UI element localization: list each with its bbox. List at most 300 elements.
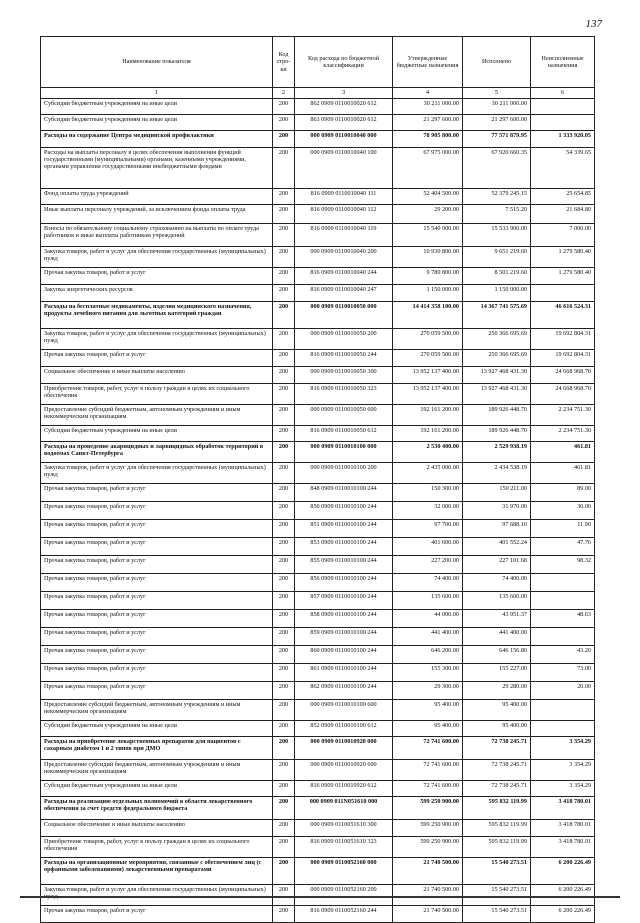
table-row <box>41 442 595 463</box>
row-budget-code: 862 0909 0110010100 244 <box>295 682 393 700</box>
row-approved: 10 930 800.00 <box>393 247 463 268</box>
row-executed: 2 529 938.19 <box>463 442 531 463</box>
row-name: Прочая закупка товаров, работ и услуг <box>41 484 273 502</box>
row-executed: 74 400.00 <box>463 574 531 592</box>
row-unexecuted: 30.00 <box>531 502 595 520</box>
row-name: Прочая закупка товаров, работ и услуг <box>41 502 273 520</box>
row-approved: 192 161 200.00 <box>393 405 463 426</box>
row-approved: 52 404 500.00 <box>393 189 463 205</box>
column-number: 4 <box>393 88 463 99</box>
row-executed: 72 738 245.71 <box>463 760 531 781</box>
row-approved: 72 741 600.00 <box>393 737 463 760</box>
row-name: Закупка товаров, работ и услуг для обеспечения государственных (муниципальных) <box>41 885 273 906</box>
row-budget-code: 000 0909 0110052160 000 <box>295 858 393 885</box>
row-budget-code: 816 0909 0110010040 247 <box>295 285 393 302</box>
row-code: 200 <box>273 148 295 189</box>
page-number: 137 <box>585 18 602 30</box>
table-row <box>41 760 595 781</box>
row-executed: 189 926 448.70 <box>463 426 531 442</box>
row-budget-code: 000 0909 0110010050 000 <box>295 302 393 329</box>
row-approved: 21 740 500.00 <box>393 906 463 923</box>
table-row <box>41 837 595 858</box>
row-budget-code: 816 0909 0110010050 323 <box>295 384 393 405</box>
row-budget-code: 816 0909 0110010040 112 <box>295 205 393 224</box>
row-code: 200 <box>273 99 295 115</box>
row-name: Субсидии бюджетным учреждениям на иные цели <box>41 99 273 115</box>
row-executed: 97 688.10 <box>463 520 531 538</box>
table-row <box>41 520 595 538</box>
row-unexecuted: 2 234 751.30 <box>531 426 595 442</box>
row-name: Прочая закупка товаров, работ и услуг <box>41 520 273 538</box>
row-budget-code: 000 0909 0110010040 200 <box>295 247 393 268</box>
row-code: 200 <box>273 189 295 205</box>
row-code: 200 <box>273 384 295 405</box>
row-executed: 441 400.00 <box>463 628 531 646</box>
row-executed: 15 540 273.51 <box>463 858 531 885</box>
row-unexecuted <box>531 115 595 131</box>
row-executed: 14 367 741 575.69 <box>463 302 531 329</box>
header-executed: Исполнено <box>463 37 531 88</box>
table-row <box>41 224 595 247</box>
row-executed: 95 400.00 <box>463 700 531 721</box>
row-budget-code: 000 0909 0110010100 200 <box>295 463 393 484</box>
table-row <box>41 858 595 885</box>
row-unexecuted: 20.00 <box>531 682 595 700</box>
row-name: Социальное обеспечение и иные выплаты населению <box>41 367 273 384</box>
table-row <box>41 268 595 285</box>
row-budget-code: 858 0909 0110010100 244 <box>295 610 393 628</box>
row-budget-code: 816 0909 0110051610 323 <box>295 837 393 858</box>
row-budget-code: 856 0909 0110010100 244 <box>295 574 393 592</box>
row-approved: 2 435 000.00 <box>393 463 463 484</box>
row-budget-code: 851 0909 0110010100 244 <box>295 520 393 538</box>
column-number: 1 <box>41 88 273 99</box>
row-approved: 74 400.00 <box>393 574 463 592</box>
row-budget-code: 861 0909 0110010100 244 <box>295 664 393 682</box>
row-executed: 29 280.00 <box>463 682 531 700</box>
row-unexecuted: 43.20 <box>531 646 595 664</box>
row-executed: 1 150 000.00 <box>463 285 531 302</box>
row-code: 200 <box>273 367 295 384</box>
table-row <box>41 205 595 224</box>
row-name: Закупка товаров, работ и услуг для обеспечения государственных (муниципальных) нужд <box>41 247 273 268</box>
row-unexecuted <box>531 592 595 610</box>
row-approved: 72 741 600.00 <box>393 781 463 797</box>
row-unexecuted: 1 279 580.40 <box>531 247 595 268</box>
row-code: 200 <box>273 224 295 247</box>
row-unexecuted: 19 692 804.31 <box>531 350 595 367</box>
table-row <box>41 574 595 592</box>
row-unexecuted: 25 654.85 <box>531 189 595 205</box>
table-row <box>41 329 595 350</box>
row-code: 200 <box>273 592 295 610</box>
row-name: Взносы по обязательному социальному страхованию на выплаты по оплате труда работников и иные выплаты работникам учреждений <box>41 224 273 247</box>
row-approved: 1 150 000.00 <box>393 285 463 302</box>
row-approved: 21 297 600.00 <box>393 115 463 131</box>
row-approved: 599 250 900.00 <box>393 837 463 858</box>
expenditure-table <box>40 36 595 923</box>
row-budget-code: 816 0909 0110010920 612 <box>295 781 393 797</box>
row-unexecuted <box>531 721 595 737</box>
row-approved: 44 000.00 <box>393 610 463 628</box>
table-row <box>41 99 595 115</box>
row-unexecuted: 3 418 780.01 <box>531 837 595 858</box>
row-approved: 150 300.00 <box>393 484 463 502</box>
row-approved: 599 250 900.00 <box>393 797 463 820</box>
row-name: Прочая закупка товаров, работ и услуг <box>41 574 273 592</box>
table-row <box>41 737 595 760</box>
row-executed: 67 920 660.35 <box>463 148 531 189</box>
row-name: Прочая закупка товаров, работ и услуг <box>41 906 273 923</box>
header-approved: Утвержденные бюджетные назначения <box>393 37 463 88</box>
row-name: Расходы на реализацию отдельных полномочий в области лекарственного обеспечения за счет средств федерального бюджета <box>41 797 273 820</box>
table-row <box>41 700 595 721</box>
row-name: Субсидии бюджетным учреждениям на иные цели <box>41 115 273 131</box>
row-approved: 192 161 200.00 <box>393 426 463 442</box>
row-unexecuted: 6 200 226.49 <box>531 858 595 885</box>
table-row <box>41 906 595 923</box>
row-name: Фонд оплаты труда учреждений <box>41 189 273 205</box>
row-unexecuted: 89.00 <box>531 484 595 502</box>
table-row <box>41 131 595 148</box>
table-row <box>41 885 595 906</box>
row-approved: 13 952 137 400.00 <box>393 384 463 405</box>
row-approved: 14 414 358 100.00 <box>393 302 463 329</box>
row-unexecuted: 24 668 968.70 <box>531 367 595 384</box>
row-name: Приобретение товаров, работ, услуг в пользу граждан в целях их социального обеспечения <box>41 384 273 405</box>
row-name: Расходы на проведение акарицидных и ларвицидных обработок территорий в водоемах Санкт-Петербурга <box>41 442 273 463</box>
row-executed: 7 515.20 <box>463 205 531 224</box>
row-approved: 72 741 600.00 <box>393 760 463 781</box>
row-unexecuted: 54 339.65 <box>531 148 595 189</box>
row-name: Расходы на содержание Центра медицинской профилактики <box>41 131 273 148</box>
table-row <box>41 682 595 700</box>
row-code: 200 <box>273 484 295 502</box>
row-name: Приобретение товаров, работ, услуг в пользу граждан в целях их социального обеспечения <box>41 837 273 858</box>
row-code: 200 <box>273 268 295 285</box>
row-code: 200 <box>273 538 295 556</box>
table-row <box>41 781 595 797</box>
row-unexecuted: 47.76 <box>531 538 595 556</box>
row-unexecuted: 461.81 <box>531 463 595 484</box>
row-code: 200 <box>273 628 295 646</box>
row-name: Прочая закупка товаров, работ и услуг <box>41 592 273 610</box>
row-code: 200 <box>273 737 295 760</box>
row-unexecuted: 2 234 751.30 <box>531 405 595 426</box>
row-approved: 227 200.00 <box>393 556 463 574</box>
row-unexecuted: 3 418 780.01 <box>531 820 595 837</box>
row-executed: 150 211.00 <box>463 484 531 502</box>
column-number: 6 <box>531 88 595 99</box>
row-executed: 13 927 468 431.30 <box>463 384 531 405</box>
row-code: 200 <box>273 285 295 302</box>
table-row <box>41 350 595 367</box>
row-approved: 95 400.00 <box>393 700 463 721</box>
row-executed: 77 571 879.95 <box>463 131 531 148</box>
row-name: Предоставление субсидий бюджетным, автономным учреждениям и иным некоммерческим организациям <box>41 405 273 426</box>
row-approved: 15 540 900.00 <box>393 224 463 247</box>
row-budget-code: 859 0909 0110010100 244 <box>295 628 393 646</box>
row-executed: 15 533 900.00 <box>463 224 531 247</box>
table-row <box>41 484 595 502</box>
row-executed: 250 366 695.69 <box>463 350 531 367</box>
row-budget-code: 000 0909 0110010920 000 <box>295 737 393 760</box>
row-budget-code: 000 0909 0110010920 600 <box>295 760 393 781</box>
row-name: Прочая закупка товаров, работ и услуг <box>41 610 273 628</box>
table-row <box>41 189 595 205</box>
row-approved: 95 400.00 <box>393 721 463 737</box>
row-approved: 2 530 400.00 <box>393 442 463 463</box>
row-executed: 646 156.80 <box>463 646 531 664</box>
row-unexecuted <box>531 700 595 721</box>
row-budget-code: 816 0909 0110010040 111 <box>295 189 393 205</box>
row-name: Субсидии бюджетным учреждениям на иные цели <box>41 721 273 737</box>
row-unexecuted: 73.00 <box>531 664 595 682</box>
row-executed: 52 379 245.15 <box>463 189 531 205</box>
table-row <box>41 610 595 628</box>
row-approved: 29 200.00 <box>393 205 463 224</box>
row-code: 200 <box>273 837 295 858</box>
row-approved: 270 059 500.00 <box>393 329 463 350</box>
row-budget-code: 816 0909 0110010050 612 <box>295 426 393 442</box>
row-unexecuted: 7 000.00 <box>531 224 595 247</box>
row-name: Предоставление субсидий бюджетным, автономным учреждениям и иным некоммерческим организациям <box>41 700 273 721</box>
row-budget-code: 000 0909 0110010050 300 <box>295 367 393 384</box>
row-executed: 250 366 695.69 <box>463 329 531 350</box>
row-code: 200 <box>273 502 295 520</box>
row-name: Субсидии бюджетным учреждениям на иные цели <box>41 426 273 442</box>
row-name: Прочая закупка товаров, работ и услуг <box>41 628 273 646</box>
row-executed: 401 552.24 <box>463 538 531 556</box>
row-name: Прочая закупка товаров, работ и услуг <box>41 646 273 664</box>
row-executed: 72 738 245.71 <box>463 781 531 797</box>
row-budget-code: 852 0909 0110010100 612 <box>295 721 393 737</box>
table-row <box>41 538 595 556</box>
row-unexecuted <box>531 285 595 302</box>
table-row <box>41 384 595 405</box>
row-name: Прочая закупка товаров, работ и услуг <box>41 682 273 700</box>
row-budget-code: 862 0909 0110010020 612 <box>295 99 393 115</box>
row-code: 200 <box>273 556 295 574</box>
row-unexecuted: 3 354.29 <box>531 737 595 760</box>
row-unexecuted: 6 200 226.49 <box>531 906 595 923</box>
row-budget-code: 855 0909 0110010100 244 <box>295 556 393 574</box>
header-unexecuted: Неисполненные назначения <box>531 37 595 88</box>
row-code: 200 <box>273 520 295 538</box>
row-budget-code: 000 0909 0110010040 000 <box>295 131 393 148</box>
row-executed: 13 927 468 431.30 <box>463 367 531 384</box>
row-code: 200 <box>273 858 295 885</box>
row-budget-code: 860 0909 0110010100 244 <box>295 646 393 664</box>
row-unexecuted: 98.32 <box>531 556 595 574</box>
column-number: 2 <box>273 88 295 99</box>
row-budget-code: 848 0909 0110010100 244 <box>295 484 393 502</box>
page-bottom-border <box>20 896 620 898</box>
row-approved: 135 600.00 <box>393 592 463 610</box>
row-code: 200 <box>273 760 295 781</box>
row-unexecuted: 48.63 <box>531 610 595 628</box>
table-row <box>41 646 595 664</box>
row-code: 200 <box>273 302 295 329</box>
row-budget-code: 000 0909 011N051610 000 <box>295 797 393 820</box>
row-executed: 135 600.00 <box>463 592 531 610</box>
row-unexecuted: 1 279 580.40 <box>531 268 595 285</box>
row-code: 200 <box>273 781 295 797</box>
row-code: 200 <box>273 442 295 463</box>
row-name: Расходы на выплаты персоналу в целях обеспечения выполнения функций государственными (муниципальными) органами, казенными учреждениями, органами управления государственными внебюджетными фондами <box>41 148 273 189</box>
table-row <box>41 797 595 820</box>
row-unexecuted: 24 668 968.70 <box>531 384 595 405</box>
row-executed: 15 540 273.51 <box>463 906 531 923</box>
row-name: Прочая закупка товаров, работ и услуг <box>41 664 273 682</box>
row-name: Прочая закупка товаров, работ и услуг <box>41 538 273 556</box>
row-budget-code: 000 0909 0110051610 300 <box>295 820 393 837</box>
row-executed: 595 832 119.99 <box>463 820 531 837</box>
row-budget-code: 816 0909 0110010040 244 <box>295 268 393 285</box>
row-approved: 441 400.00 <box>393 628 463 646</box>
table-row <box>41 463 595 484</box>
row-code: 200 <box>273 664 295 682</box>
row-budget-code: 816 0909 0110010040 119 <box>295 224 393 247</box>
row-name: Закупка товаров, работ и услуг для обеспечения государственных (муниципальных) нужд <box>41 463 273 484</box>
row-name: Иные выплаты персоналу учреждений, за исключением фонда оплаты труда <box>41 205 273 224</box>
header-budget-code: Код расхода по бюджетной классификации <box>295 37 393 88</box>
row-executed: 595 832 119.99 <box>463 797 531 820</box>
row-name: Закупка энергетических ресурсов <box>41 285 273 302</box>
row-executed: 21 297 600.00 <box>463 115 531 131</box>
row-budget-code: 000 0909 0110010100 000 <box>295 442 393 463</box>
row-executed: 31 970.00 <box>463 502 531 520</box>
row-unexecuted: 3 354.29 <box>531 760 595 781</box>
row-name: Расходы на приобретение лекарственных препаратов для пациентов с сахарным диабетом 1 и 2 типов при ДМО <box>41 737 273 760</box>
row-executed: 30 211 000.00 <box>463 99 531 115</box>
row-code: 200 <box>273 329 295 350</box>
row-code: 200 <box>273 906 295 923</box>
row-code: 200 <box>273 646 295 664</box>
row-executed: 15 540 273.51 <box>463 885 531 906</box>
row-unexecuted: 6 200 226.49 <box>531 885 595 906</box>
column-number: 3 <box>295 88 393 99</box>
row-budget-code: 863 0909 0110010020 612 <box>295 115 393 131</box>
table-row <box>41 247 595 268</box>
row-approved: 270 059 500.00 <box>393 350 463 367</box>
row-approved: 32 000.00 <box>393 502 463 520</box>
row-executed: 595 832 119.99 <box>463 837 531 858</box>
row-executed: 43 951.37 <box>463 610 531 628</box>
row-executed: 2 434 538.19 <box>463 463 531 484</box>
row-name: Предоставление субсидий бюджетным, автономным учреждениям и иным некоммерческим организациям <box>41 760 273 781</box>
row-code: 200 <box>273 115 295 131</box>
header-name: Наименование показателя <box>41 37 273 88</box>
row-code: 200 <box>273 721 295 737</box>
row-budget-code: 000 0909 0110010100 600 <box>295 700 393 721</box>
row-approved: 646 200.00 <box>393 646 463 664</box>
row-budget-code: 000 0909 0110010040 100 <box>295 148 393 189</box>
row-budget-code: 853 0909 0110010100 244 <box>295 538 393 556</box>
row-name: Субсидии бюджетным учреждениям на иные цели <box>41 781 273 797</box>
row-executed: 227 101.68 <box>463 556 531 574</box>
row-executed: 72 738 245.71 <box>463 737 531 760</box>
row-budget-code: 000 0909 0110010050 600 <box>295 405 393 426</box>
row-name: Закупка товаров, работ и услуг для обеспечения государственных (муниципальных) нужд <box>41 329 273 350</box>
row-unexecuted <box>531 628 595 646</box>
row-budget-code: 850 0909 0110010100 244 <box>295 502 393 520</box>
row-executed: 95 400.00 <box>463 721 531 737</box>
table-row <box>41 628 595 646</box>
row-unexecuted: 19 692 804.31 <box>531 329 595 350</box>
column-numbers-row <box>41 88 595 99</box>
table-row <box>41 664 595 682</box>
row-unexecuted: 46 616 524.31 <box>531 302 595 329</box>
row-approved: 78 905 800.00 <box>393 131 463 148</box>
row-name: Расходы на бесплатные медикаменты, изделия медицинского назначения, продукты лечебного питания для льготных категорий граждан <box>41 302 273 329</box>
row-name: Прочая закупка товаров, работ и услуг <box>41 350 273 367</box>
table-row <box>41 302 595 329</box>
table-row <box>41 556 595 574</box>
row-budget-code: 000 0909 0110052160 200 <box>295 885 393 906</box>
row-code: 200 <box>273 610 295 628</box>
row-executed: 9 651 219.60 <box>463 247 531 268</box>
row-budget-code: 000 0909 0110010050 200 <box>295 329 393 350</box>
row-code: 200 <box>273 885 295 906</box>
row-code: 200 <box>273 426 295 442</box>
row-approved: 13 952 137 400.00 <box>393 367 463 384</box>
row-unexecuted: 3 354.29 <box>531 781 595 797</box>
row-code: 200 <box>273 463 295 484</box>
row-code: 200 <box>273 820 295 837</box>
row-approved: 21 740 500.00 <box>393 885 463 906</box>
row-name: Расходы на организационные мероприятия, связанные с обеспечением лиц (с орфанными заболеваниями) лекарственными препаратами <box>41 858 273 885</box>
row-approved: 21 740 500.00 <box>393 858 463 885</box>
row-code: 200 <box>273 205 295 224</box>
row-name: Прочая закупка товаров, работ и услуг <box>41 556 273 574</box>
row-code: 200 <box>273 405 295 426</box>
header-code: Код стро-ки <box>273 37 295 88</box>
row-unexecuted <box>531 574 595 592</box>
row-approved: 97 700.00 <box>393 520 463 538</box>
row-budget-code: 857 0909 0110010100 244 <box>295 592 393 610</box>
row-budget-code: 816 0909 0110052160 244 <box>295 906 393 923</box>
table-row <box>41 592 595 610</box>
row-code: 200 <box>273 247 295 268</box>
row-executed: 8 501 219.60 <box>463 268 531 285</box>
row-code: 200 <box>273 574 295 592</box>
row-name: Социальное обеспечение и иные выплаты населению <box>41 820 273 837</box>
row-code: 200 <box>273 682 295 700</box>
row-unexecuted: 11.90 <box>531 520 595 538</box>
table-row <box>41 426 595 442</box>
table-row <box>41 820 595 837</box>
table-row <box>41 405 595 426</box>
table-row <box>41 721 595 737</box>
row-budget-code: 816 0909 0110010050 244 <box>295 350 393 367</box>
row-approved: 29 300.00 <box>393 682 463 700</box>
table-row <box>41 502 595 520</box>
row-executed: 189 926 448.70 <box>463 405 531 426</box>
row-approved: 155 300.00 <box>393 664 463 682</box>
row-code: 200 <box>273 350 295 367</box>
table-row <box>41 285 595 302</box>
row-name: Прочая закупка товаров, работ и услуг <box>41 268 273 285</box>
row-approved: 599 250 900.00 <box>393 820 463 837</box>
row-code: 200 <box>273 131 295 148</box>
row-approved: 9 780 800.00 <box>393 268 463 285</box>
row-approved: 67 975 000.00 <box>393 148 463 189</box>
row-approved: 401 600.00 <box>393 538 463 556</box>
row-unexecuted: 3 418 780.01 <box>531 797 595 820</box>
row-code: 200 <box>273 797 295 820</box>
table-row <box>41 367 595 384</box>
